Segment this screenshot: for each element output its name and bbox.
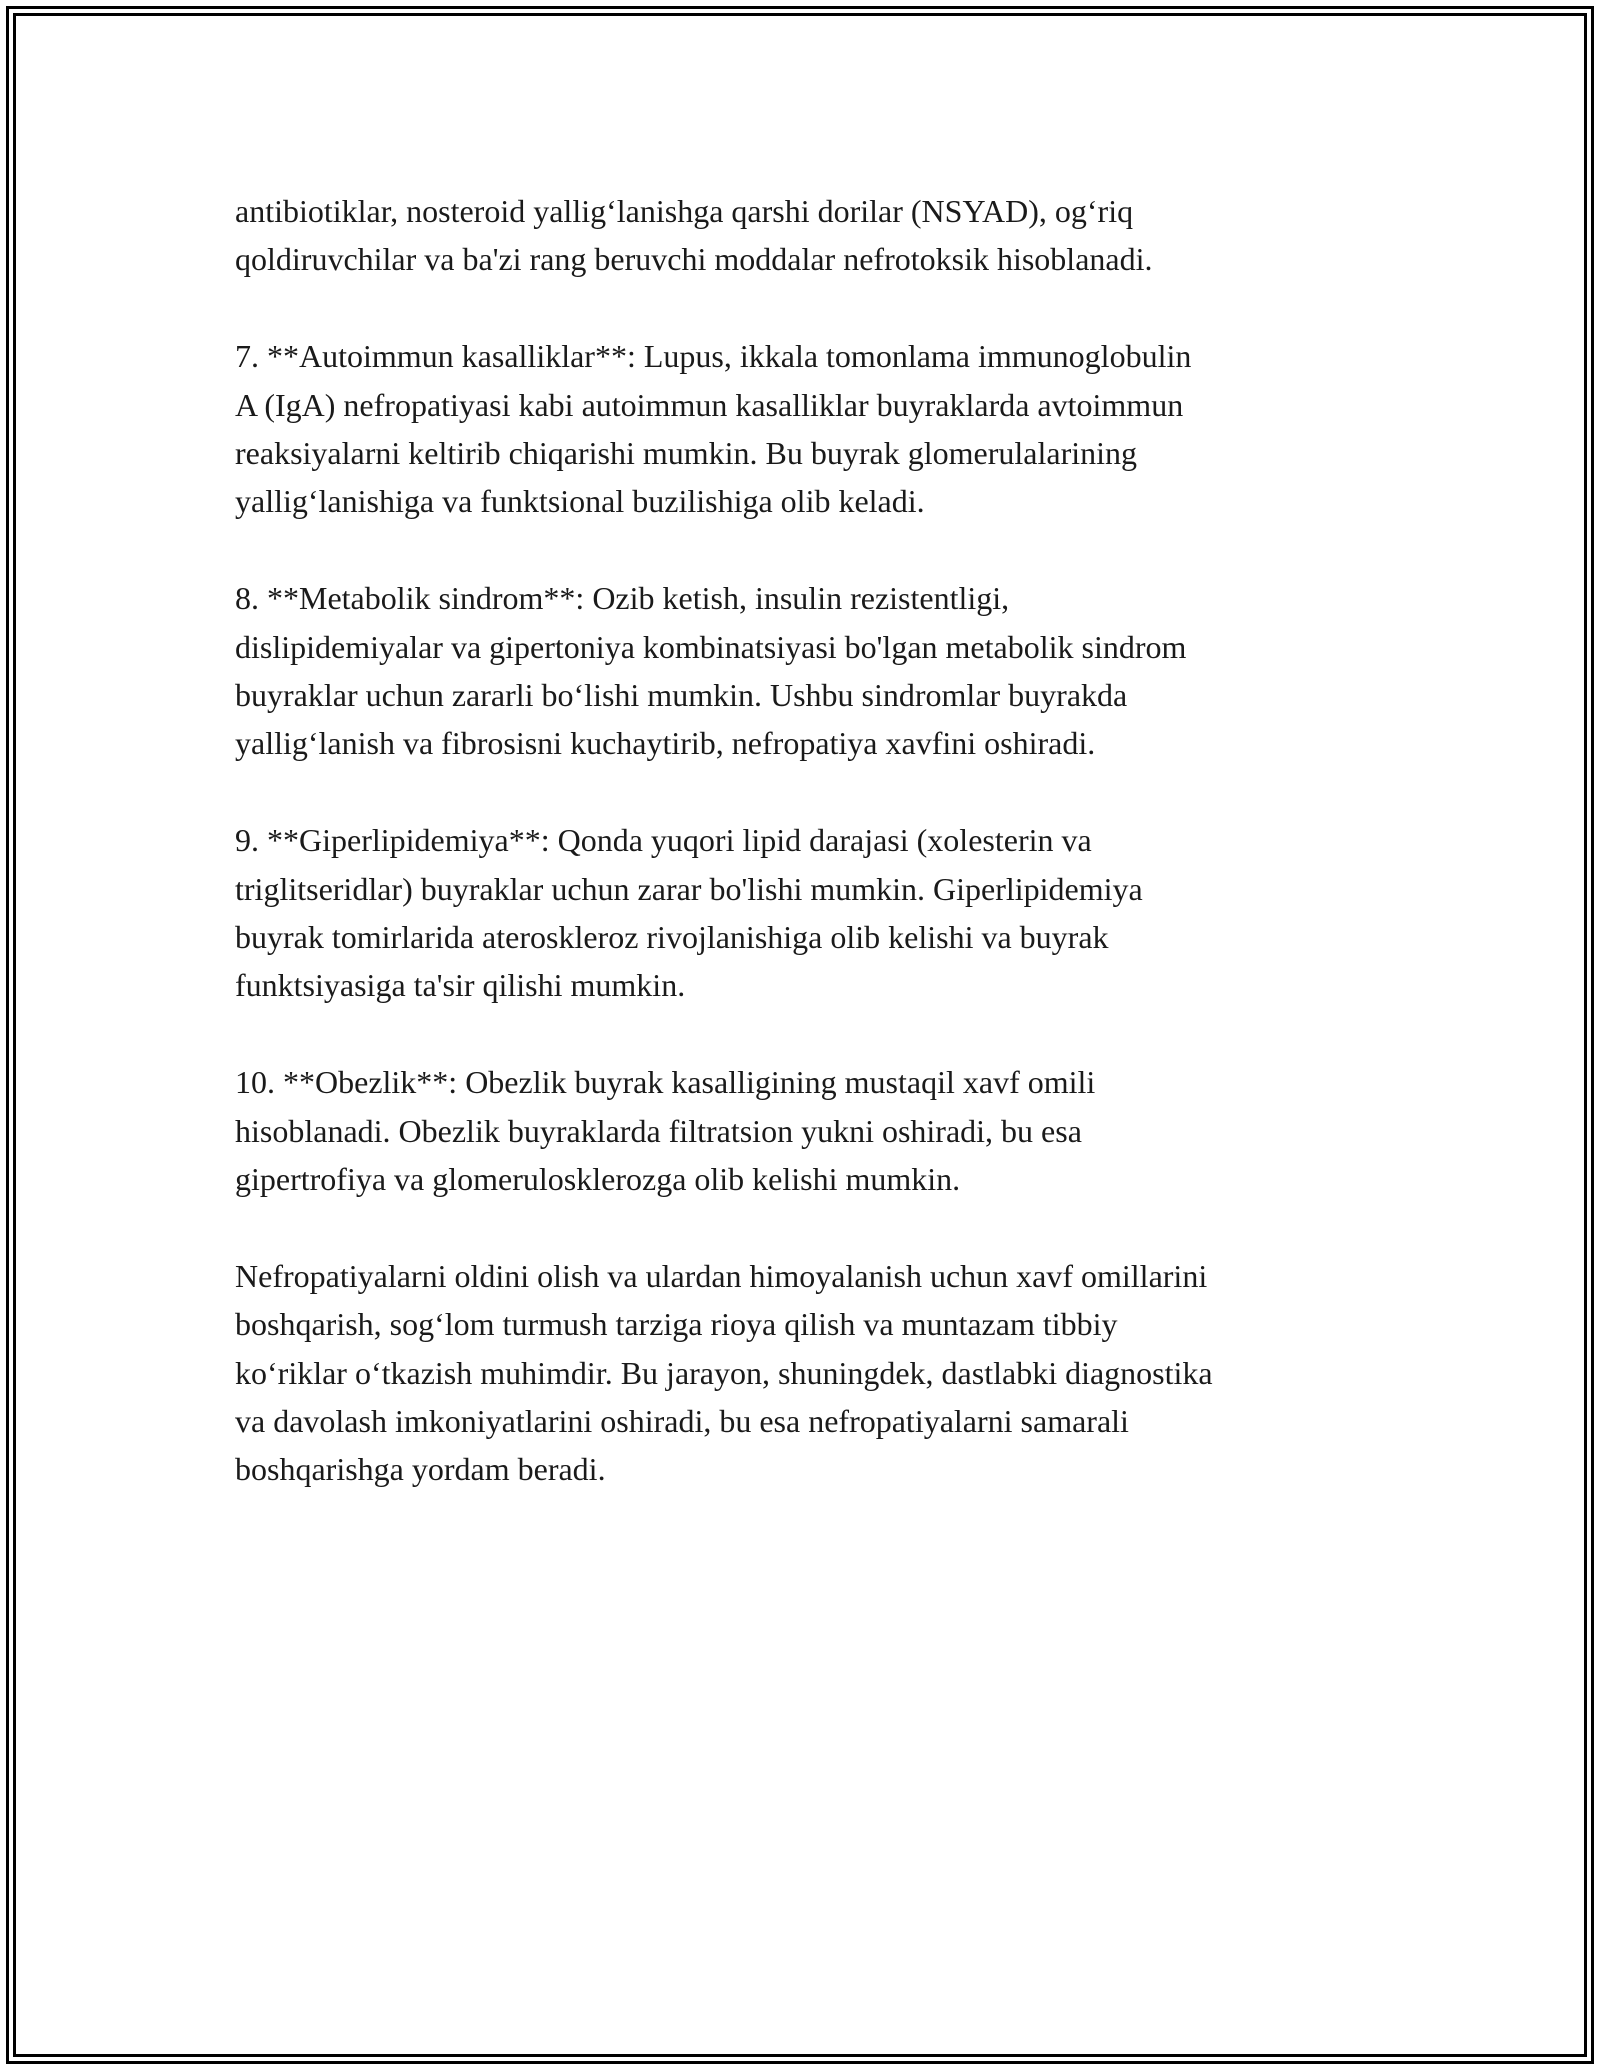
text-line: 8. **Metabolik sindrom**: Ozib ketish, insulin rezistentligi, bbox=[235, 580, 1010, 617]
document-body bbox=[235, 187, 1385, 1542]
text-line: 10. **Obezlik**: Obezlik buyrak kasalligining mustaqil xavf omili bbox=[235, 1064, 1096, 1101]
text-line: qoldiruvchilar va ba'zi rang beruvchi moddalar nefrotoksik hisoblanadi. bbox=[235, 241, 1153, 278]
text-line: funktsiyasiga ta'sir qilishi mumkin. bbox=[235, 967, 686, 1004]
text-line: gipertrofiya va glomerulosklerozga olib kelishi mumkin. bbox=[235, 1161, 961, 1198]
text-line: yallig‘lanish va fibrosisni kuchaytirib, nefropatiya xavfini oshiradi. bbox=[235, 725, 1096, 762]
text-line: ko‘riklar o‘tkazish muhimdir. Bu jarayon, shuningdek, dastlabki diagnostika bbox=[235, 1354, 1213, 1391]
paragraph-metabolic-syndrome bbox=[235, 574, 1385, 768]
text-line: buyrak tomirlarida ateroskleroz rivojlanishiga olib kelishi va buyrak bbox=[235, 919, 1109, 956]
text-line: yallig‘lanishiga va funktsional buzilishiga olib keladi. bbox=[235, 483, 925, 520]
text-line: 9. **Giperlipidemiya**: Qonda yuqori lipid darajasi (xolesterin va bbox=[235, 822, 1092, 859]
text-line: boshqarish, sog‘lom turmush tarziga rioya qilish va muntazam tibbiy bbox=[235, 1306, 1118, 1343]
text-line: buyraklar uchun zararli bo‘lishi mumkin. Ushbu sindromlar buyrakda bbox=[235, 677, 1128, 714]
paragraph-obesity bbox=[235, 1058, 1385, 1203]
text-line: A (IgA) nefropatiyasi kabi autoimmun kasalliklar buyraklarda avtoimmun bbox=[235, 386, 1184, 423]
text-line: 7. **Autoimmun kasalliklar**: Lupus, ikkala tomonlama immunoglobulin bbox=[235, 338, 1192, 375]
paragraph-prevention bbox=[235, 1252, 1385, 1494]
paragraph-hyperlipidemia bbox=[235, 816, 1385, 1010]
paragraph-nephrotoxic-drugs bbox=[235, 187, 1385, 284]
text-line: reaksiyalarni keltirib chiqarishi mumkin. Bu buyrak glomerulalarining bbox=[235, 435, 1137, 472]
text-line: va davolash imkoniyatlarini oshiradi, bu esa nefropatiyalarni samarali bbox=[235, 1403, 1129, 1440]
text-line: boshqarishga yordam beradi. bbox=[235, 1451, 606, 1488]
text-line: dislipidemiyalar va gipertoniya kombinatsiyasi bo'lgan metabolik sindrom bbox=[235, 628, 1187, 665]
paragraph-autoimmune bbox=[235, 332, 1385, 526]
text-line: triglitseridlar) buyraklar uchun zarar bo'lishi mumkin. Giperlipidemiya bbox=[235, 870, 1143, 907]
text-line: hisoblanadi. Obezlik buyraklarda filtratsion yukni oshiradi, bu esa bbox=[235, 1112, 1082, 1149]
text-line: Nefropatiyalarni oldini olish va ulardan himoyalanish uchun xavf omillarini bbox=[235, 1257, 1208, 1294]
text-line: antibiotiklar, nosteroid yallig‘lanishga qarshi dorilar (NSYAD), og‘riq bbox=[235, 193, 1134, 229]
